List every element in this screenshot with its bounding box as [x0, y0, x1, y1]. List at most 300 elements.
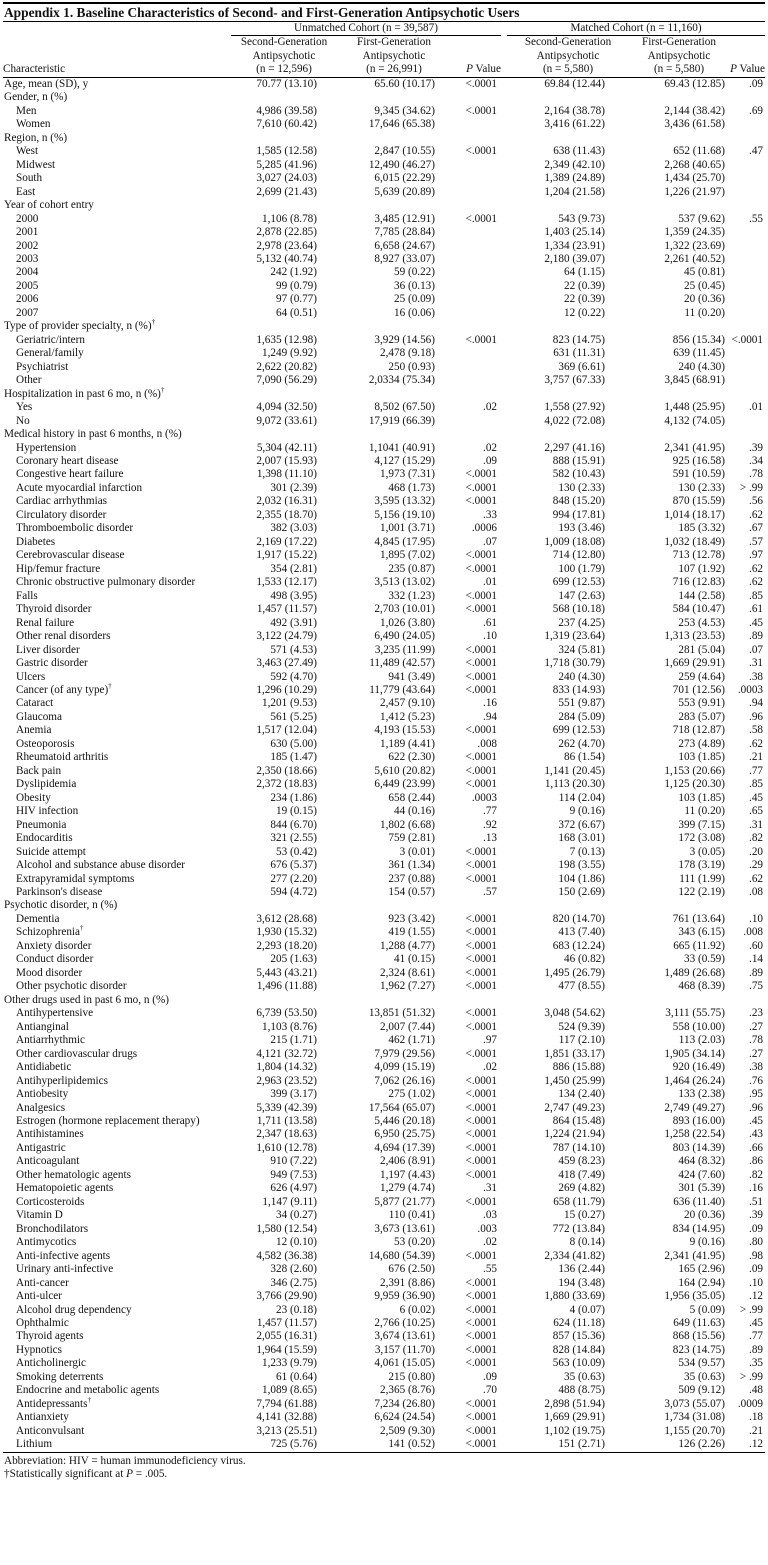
matched-p-value: [729, 899, 765, 912]
matched-p-value: .0009: [737, 1397, 763, 1410]
matched-sga-value: 563 (10.09): [552, 1357, 605, 1370]
unmatched-p-value: <.0001: [465, 764, 497, 777]
unmatched-p-value: .09: [483, 1370, 497, 1383]
table-row: [3, 347, 765, 360]
row-label: Diabetes: [16, 535, 56, 548]
row-label: Thyroid agents: [16, 1330, 84, 1343]
row-label: Hematopoietic agents: [16, 1182, 114, 1195]
unmatched-sga-value: 5,304 (42.11): [256, 441, 317, 454]
row-label: Rheumatoid arthritis: [16, 751, 109, 764]
matched-sga-value: 114 (2.04): [558, 791, 605, 804]
unmatched-sga-value: 354 (2.81): [270, 562, 317, 575]
unmatched-fga-value: 25 (0.09): [393, 293, 435, 306]
row-label: General/family: [16, 347, 84, 360]
row-label: Endocarditis: [16, 832, 73, 845]
unmatched-fga-value: 2,365 (8.76): [380, 1384, 435, 1397]
matched-sga-value: 168 (3.01): [558, 832, 605, 845]
unmatched-p-value: <.0001: [465, 1330, 497, 1343]
matched-fga-value: 649 (11.63): [673, 1317, 725, 1329]
table-row: [3, 1438, 765, 1451]
row-label: Women: [16, 118, 51, 131]
unmatched-fga-value: 5,610 (20.82): [374, 764, 435, 777]
table-row: [3, 1048, 765, 1061]
matched-p-value: [729, 415, 765, 428]
unmatched-sga-value: 571 (4.53): [270, 643, 317, 656]
row-label: Alcohol drug dependency: [16, 1303, 132, 1316]
matched-p-value: .09: [749, 1263, 763, 1276]
unmatched-p-value: <.0001: [465, 1168, 497, 1181]
table-row: [3, 832, 765, 845]
row-label: 2005: [16, 279, 39, 292]
row-label: Dyslipidemia: [16, 778, 77, 791]
row-label: Other drugs used in past 6 mo, n (%): [4, 993, 169, 1006]
matched-p-value: .21: [749, 751, 763, 764]
matched-sga-value: 551 (9.87): [558, 697, 605, 710]
matched-fga-value: 130 (2.33): [678, 481, 725, 494]
unmatched-fga-value: [337, 132, 451, 145]
matched-p-value: [729, 266, 765, 279]
table-row: [3, 1344, 765, 1357]
row-label: No: [16, 414, 30, 427]
matched-sga-value: 69.84 (12.44): [544, 77, 605, 90]
unmatched-p-value: [451, 280, 501, 293]
unmatched-fga-value: 6,624 (24.54): [374, 1411, 435, 1424]
matched-sga-header: Second-Generation Antipsychotic: [524, 36, 612, 62]
matched-p-value: [729, 226, 765, 239]
row-label: Endocrine and metabolic agents: [16, 1384, 160, 1397]
matched-fga-value: 111 (1.99): [679, 872, 725, 885]
unmatched-p-value: <.0001: [465, 683, 497, 696]
row-label: Gastric disorder: [16, 657, 88, 670]
matched-sga-value: 2,164 (38.78): [544, 104, 605, 117]
row-label: Bronchodilators: [16, 1222, 89, 1235]
matched-fga-value: 5 (0.09): [689, 1303, 725, 1316]
row-label: Anticoagulant: [16, 1155, 80, 1168]
unmatched-p-value: .57: [483, 886, 497, 898]
section-row: [3, 132, 765, 145]
section-row: [3, 91, 765, 104]
matched-sga-value: 418 (7.49): [558, 1168, 605, 1181]
row-label: Cerebrovascular disease: [16, 549, 125, 562]
matched-fga-value: 713 (12.78): [672, 549, 725, 562]
unmatched-sga-value: 5,132 (40.74): [256, 252, 317, 265]
unmatched-fga-value: 6,950 (25.75): [374, 1128, 435, 1141]
table-row: [3, 657, 765, 670]
row-label: Alcohol and substance abuse disorder: [16, 859, 186, 872]
row-label: Anxiety disorder: [16, 939, 92, 952]
unmatched-fga-value: 3,929 (14.56): [374, 333, 435, 346]
table-body: [3, 77, 765, 1451]
unmatched-p-value: <.0001: [465, 845, 497, 858]
unmatched-sga-value: 53 (0.42): [275, 845, 317, 858]
table-row: [3, 617, 765, 630]
matched-fga-value: 273 (4.89): [678, 737, 725, 750]
unmatched-sga-value: 1,496 (11.88): [256, 980, 317, 993]
matched-sga-value: 2,334 (41.82): [544, 1249, 605, 1262]
unmatched-sga-value: 7,794 (61.88): [256, 1397, 317, 1410]
matched-sga-value: [507, 388, 629, 401]
matched-sga-value: 524 (9.39): [558, 1020, 605, 1033]
unmatched-sga-value: 99 (0.79): [275, 279, 317, 292]
matched-p-value: .008: [743, 926, 763, 939]
unmatched-sga-value: 2,350 (18.66): [256, 764, 317, 777]
table-row: [3, 967, 765, 980]
matched-fga-value: 33 (0.59): [683, 953, 725, 966]
table-row: [3, 684, 765, 697]
table-row: [3, 293, 765, 306]
unmatched-p-value: [451, 347, 501, 360]
unmatched-sga-value: 4,121 (32.72): [256, 1047, 317, 1060]
matched-p-value: .47: [749, 145, 763, 158]
matched-p-value: .94: [749, 697, 763, 710]
matched-fga-value: 1,258 (22.54): [664, 1128, 725, 1141]
table-row: [3, 159, 765, 172]
matched-sga-value: 658 (11.79): [553, 1195, 605, 1208]
matched-fga-value: 591 (10.59): [672, 468, 725, 481]
unmatched-fga-header: First-Generation Antipsychotic: [357, 36, 431, 62]
matched-fga-value: 11 (0.20): [684, 306, 725, 319]
unmatched-fga-value: 8,927 (33.07): [374, 252, 435, 265]
matched-fga-value: 868 (15.56): [672, 1330, 725, 1343]
matched-fga-value: 103 (1.85): [678, 791, 725, 804]
matched-sga-value: 683 (12.24): [552, 939, 605, 952]
matched-fga-value: 3,073 (55.07): [664, 1397, 725, 1410]
unmatched-sga-value: 1,103 (8.76): [262, 1020, 317, 1033]
unmatched-p-value: .13: [483, 832, 497, 845]
unmatched-p-value: .61: [483, 616, 497, 629]
unmatched-sga-value: 6,739 (53.50): [256, 1007, 317, 1020]
matched-p-value: [729, 994, 765, 1007]
unmatched-fga-value: 6,490 (24.05): [374, 630, 435, 643]
matched-p-value: .98: [749, 1249, 763, 1262]
matched-sga-value: 638 (11.43): [553, 145, 605, 158]
unmatched-p-value: [451, 388, 501, 401]
row-label: Renal failure: [16, 616, 75, 629]
matched-sga-value: 1,141 (20.45): [544, 764, 605, 777]
unmatched-sga-value: 399 (3.17): [270, 1088, 317, 1101]
matched-p-value: .29: [749, 859, 763, 872]
matched-sga-value: 136 (2.44): [558, 1263, 605, 1276]
row-label: Circulatory disorder: [16, 508, 107, 521]
matched-sga-value: 568 (10.18): [552, 603, 605, 616]
unmatched-sga-value: 3,766 (29.90): [256, 1290, 317, 1303]
unmatched-p-value: [451, 240, 501, 253]
matched-sga-value: 147 (2.63): [558, 589, 605, 602]
table-row: [3, 1398, 765, 1411]
matched-sga-value: [507, 199, 629, 212]
matched-fga-value: 20 (0.36): [683, 1209, 725, 1222]
row-label: Anti-cancer: [16, 1276, 69, 1289]
row-label: Other psychotic disorder: [16, 980, 127, 993]
row-label: Mood disorder: [16, 966, 83, 979]
unmatched-p-value: [451, 132, 501, 145]
unmatched-sga-value: 3,213 (25.51): [256, 1424, 317, 1437]
matched-fga-value: 1,464 (26.24): [664, 1074, 725, 1087]
dagger-mark: †: [151, 318, 156, 327]
unmatched-sga-value: 594 (4.72): [270, 886, 317, 898]
unmatched-p-value: .33: [483, 508, 497, 521]
matched-sga-value: 772 (13.84): [552, 1222, 605, 1235]
unmatched-sga-value: 2,032 (16.31): [256, 495, 317, 508]
unmatched-sga-value: [231, 91, 337, 104]
unmatched-fga-value: 16 (0.06): [393, 306, 435, 319]
unmatched-sga-value: 97 (0.77): [275, 293, 317, 306]
unmatched-p-value: <.0001: [465, 1141, 497, 1154]
matched-fga-value: 2,268 (40.65): [664, 158, 725, 171]
table-row: [3, 603, 765, 616]
baseline-table: [3, 22, 765, 1452]
matched-fga-value: 803 (14.39): [672, 1141, 725, 1154]
unmatched-sga-value: 2,978 (23.64): [256, 239, 317, 252]
matched-fga-value: 1,226 (21.97): [664, 185, 725, 198]
unmatched-p-value: [451, 91, 501, 104]
row-label: 2001: [16, 226, 39, 239]
matched-fga-value: 164 (2.94): [678, 1276, 725, 1289]
row-label: Extrapyramidal symptoms: [16, 872, 135, 885]
matched-fga-value: 343 (6.15): [678, 926, 725, 939]
row-label: Antihypertensive: [16, 1007, 94, 1020]
row-label: Hypnotics: [16, 1343, 62, 1356]
matched-sga-value: 194 (3.48): [558, 1276, 605, 1289]
matched-sga-value: 1,851 (33.17): [544, 1047, 605, 1060]
table-row: [3, 711, 765, 724]
unmatched-fga-value: 2,0334 (75.34): [368, 374, 435, 387]
row-label: Thyroid disorder: [16, 603, 92, 616]
matched-sga-value: 151 (2.71): [558, 1438, 605, 1451]
table-row: [3, 1223, 765, 1236]
matched-p-value: .62: [749, 562, 763, 575]
matched-fga-value: 464 (8.32): [678, 1155, 725, 1168]
table-row: [3, 266, 765, 279]
unmatched-fga-value: 1,895 (7.02): [380, 549, 435, 562]
matched-p-value: .45: [749, 791, 763, 804]
matched-fga-value: 4,132 (74.05): [664, 414, 725, 427]
unmatched-fga-value: [337, 899, 451, 912]
unmatched-p-value: <.0001: [465, 751, 497, 764]
unmatched-fga-value: 44 (0.16): [393, 805, 435, 818]
unmatched-sga-value: 1,635 (12.98): [256, 333, 317, 346]
unmatched-p-value: <.0001: [465, 1290, 497, 1303]
row-label: Antidepressants†: [16, 1395, 91, 1410]
matched-fga-value: 259 (4.64): [678, 670, 725, 683]
matched-p-value: .0003: [737, 683, 763, 696]
row-label: Parkinson's disease: [16, 886, 103, 898]
p-value-header-matched: P Value: [730, 63, 765, 76]
unmatched-sga-value: 9,072 (33.61): [256, 414, 317, 427]
matched-sga-value: 100 (1.79): [558, 562, 605, 575]
matched-p-value: .78: [749, 1034, 763, 1047]
row-label: Antidiabetic: [16, 1061, 72, 1074]
row-label: Region, n (%): [4, 131, 68, 144]
row-label: Osteoporosis: [16, 737, 75, 750]
unmatched-fga-value: 2,847 (10.55): [374, 145, 435, 158]
matched-sga-value: 1,113 (20.30): [544, 778, 605, 791]
matched-fga-value: 399 (7.15): [678, 818, 725, 831]
unmatched-sga-value: 498 (3.95): [270, 589, 317, 602]
unmatched-fga-value: 2,324 (8.61): [380, 966, 435, 979]
unmatched-fga-value: 13,851 (51.32): [368, 1007, 435, 1020]
table-row: [3, 1317, 765, 1330]
unmatched-fga-value: 4,694 (17.39): [374, 1141, 435, 1154]
table-title: Appendix 1. Baseline Characteristics of Second- and First-Generation Antipsychotic Users: [4, 5, 520, 20]
row-label: Antiarrhythmic: [16, 1034, 85, 1047]
matched-p-value: .57: [749, 535, 763, 548]
unmatched-p-value: <.0001: [465, 859, 497, 872]
matched-sga-value: 4,022 (72.08): [544, 414, 605, 427]
table-row: [3, 1290, 765, 1303]
matched-sga-value: 828 (14.84): [552, 1343, 605, 1356]
matched-p-value: .82: [749, 1168, 763, 1181]
unmatched-sga-value: 3,122 (24.79): [256, 630, 317, 643]
row-label: Antihistamines: [16, 1128, 84, 1141]
unmatched-fga-value: 3,235 (11.99): [374, 643, 435, 656]
unmatched-fga-value: 154 (0.57): [388, 886, 435, 898]
unmatched-fga-value: 235 (0.87): [388, 562, 435, 575]
unmatched-sga-value: 7,090 (56.29): [256, 374, 317, 387]
unmatched-p-value: [451, 899, 501, 912]
unmatched-sga-value: 215 (1.71): [270, 1034, 317, 1047]
matched-fga-value: 893 (16.00): [672, 1114, 725, 1127]
unmatched-fga-value: 4,127 (15.29): [374, 455, 435, 467]
unmatched-fga-value: 3,157 (11.70): [374, 1343, 435, 1356]
matched-p-value: > .99: [739, 481, 763, 494]
matched-p-value: [729, 253, 765, 266]
unmatched-sga-value: 1,533 (12.17): [256, 576, 317, 589]
matched-sga-value: 1,009 (18.08): [544, 535, 605, 548]
matched-fga-value: 1,734 (31.08): [664, 1411, 725, 1424]
section-row: [3, 320, 765, 333]
matched-p-value: [729, 361, 765, 374]
table-row: [3, 1115, 765, 1128]
matched-p-value: .62: [749, 737, 763, 750]
unmatched-fga-value: 7,979 (29.56): [374, 1047, 435, 1060]
unmatched-p-value: <.0001: [465, 1303, 497, 1316]
matched-fga-value: 122 (2.19): [678, 886, 725, 898]
table-row: [3, 724, 765, 737]
unmatched-fga-value: [337, 428, 451, 441]
significance-note: †Statistically significant at P = .005.: [4, 1468, 168, 1481]
unmatched-fga-value: 1,189 (4.41): [380, 737, 435, 750]
row-label: East: [16, 185, 36, 198]
unmatched-p-value: <.0001: [465, 1438, 497, 1451]
matched-fga-value: 1,434 (25.70): [664, 172, 725, 185]
unmatched-p-value: [451, 172, 501, 185]
unmatched-p-value: <.0001: [465, 1007, 497, 1020]
unmatched-p-value: [451, 186, 501, 199]
unmatched-fga-value: 11,489 (42.57): [369, 657, 435, 670]
unmatched-p-value: <.0001: [465, 77, 497, 90]
row-label: Suicide attempt: [16, 845, 86, 858]
matched-sga-value: 543 (9.73): [558, 212, 605, 225]
matched-p-value: .95: [749, 1088, 763, 1101]
unmatched-fga-value: 11,779 (43.64): [369, 683, 435, 696]
unmatched-sga-value: 1,580 (12.54): [256, 1222, 317, 1235]
matched-p-value: .80: [749, 1236, 763, 1249]
unmatched-sga-value: 1,089 (8.65): [262, 1384, 317, 1397]
unmatched-fga-value: 275 (1.02): [388, 1088, 435, 1101]
matched-fga-value: 652 (11.68): [673, 145, 725, 158]
unmatched-sga-value: 844 (6.70): [270, 818, 317, 831]
unmatched-sga-value: 1,457 (11.57): [256, 603, 317, 616]
table-row: [3, 1357, 765, 1370]
table-row: [3, 549, 765, 562]
row-label: Dementia: [16, 912, 60, 925]
table-row: [3, 1196, 765, 1209]
matched-p-value: .45: [749, 616, 763, 629]
row-label: Thromboembolic disorder: [16, 522, 134, 535]
matched-fga-value: [629, 320, 729, 333]
unmatched-p-value: <.0001: [465, 1020, 497, 1033]
matched-p-value: > .99: [739, 1303, 763, 1316]
row-label: Anti-infective agents: [16, 1249, 111, 1262]
unmatched-sga-value: [231, 994, 337, 1007]
unmatched-sga-value: 1,517 (12.04): [256, 724, 317, 737]
unmatched-sga-value: 630 (5.00): [270, 737, 317, 750]
unmatched-p-value: .94: [483, 710, 497, 723]
row-label: 2007: [16, 306, 39, 319]
unmatched-sga-value: 1,106 (8.78): [262, 212, 317, 225]
table-row: [3, 442, 765, 455]
table-row: [3, 805, 765, 818]
unmatched-p-value: <.0001: [465, 670, 497, 683]
table-row: [3, 1411, 765, 1424]
matched-p-value: .75: [749, 980, 763, 993]
unmatched-fga-value: 250 (0.93): [388, 360, 435, 373]
table-row: [3, 792, 765, 805]
unmatched-p-value: .16: [483, 697, 497, 710]
table-row: [3, 1007, 765, 1020]
matched-fga-value: 537 (9.62): [678, 212, 725, 225]
matched-fga-value: [629, 899, 729, 912]
unmatched-fga-value: [337, 320, 451, 333]
matched-fga-value: 558 (10.00): [672, 1020, 725, 1033]
matched-sga-value: 240 (4.30): [558, 670, 605, 683]
unmatched-fga-value: 2,007 (7.44): [380, 1020, 435, 1033]
unmatched-fga-value: [337, 199, 451, 212]
unmatched-fga-value: 5,877 (21.77): [374, 1195, 435, 1208]
matched-fga-value: 20 (0.36): [683, 293, 725, 306]
matched-fga-value: 185 (3.32): [678, 522, 725, 535]
table-row: [3, 940, 765, 953]
unmatched-fga-value: 41 (0.15): [393, 953, 435, 966]
unmatched-sga-value: 7,610 (60.42): [256, 118, 317, 131]
table-row: [3, 819, 765, 832]
row-label: Anticholinergic: [16, 1357, 87, 1370]
unmatched-fga-value: 17,919 (66.39): [368, 414, 435, 427]
matched-sga-value: 2,898 (51.94): [544, 1397, 605, 1410]
matched-sga-value: 3,757 (67.33): [544, 374, 605, 387]
matched-fga-value: 2,341 (41.95): [664, 1249, 725, 1262]
matched-p-value: [729, 199, 765, 212]
matched-sga-value: 198 (3.55): [558, 859, 605, 872]
row-label: HIV infection: [16, 805, 79, 818]
table-row: [3, 253, 765, 266]
unmatched-sga-value: [231, 388, 337, 401]
unmatched-fga-value: 923 (3.42): [388, 912, 435, 925]
matched-p-value: .51: [749, 1195, 763, 1208]
matched-sga-value: [507, 899, 629, 912]
matched-p-value: > .99: [739, 1370, 763, 1383]
matched-p-value: [729, 118, 765, 131]
unmatched-fga-value: 3,674 (13.61): [374, 1330, 435, 1343]
matched-p-value: .97: [749, 549, 763, 562]
matched-sga-value: 12 (0.22): [563, 306, 605, 319]
table-row: [3, 873, 765, 886]
unmatched-p-value: [451, 199, 501, 212]
table-row: [3, 1034, 765, 1047]
unmatched-sga-value: 1,964 (15.59): [256, 1343, 317, 1356]
unmatched-sga-value: [231, 428, 337, 441]
